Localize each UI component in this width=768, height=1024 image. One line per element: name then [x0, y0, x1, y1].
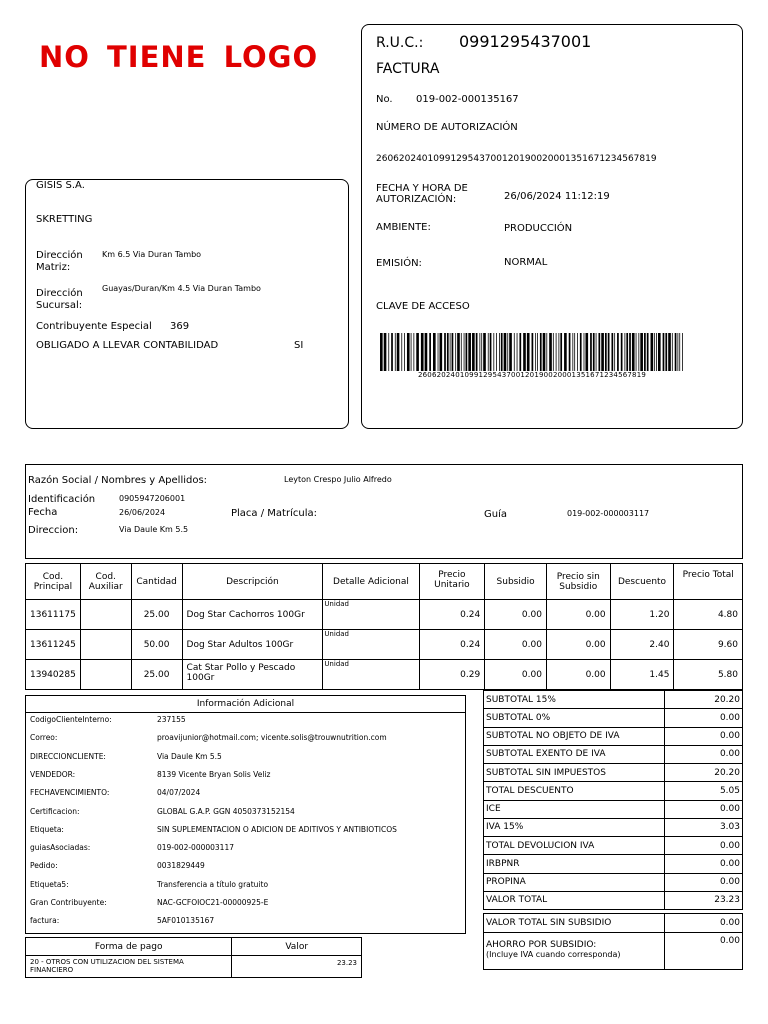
info-row-value: GLOBAL G.A.P. GGN 4050373152154 — [157, 806, 295, 816]
total-label: IRBPNR — [484, 855, 665, 873]
total-value: 20.20 — [665, 691, 743, 709]
info-row-value: 8139 Vicente Bryan Solis Veliz — [157, 769, 271, 779]
col-header-cantidad: Cantidad — [131, 564, 182, 600]
customer-address: Via Daule Km 5.5 — [119, 525, 189, 534]
barcode-bar — [397, 333, 400, 371]
item-quantity: 25.00 — [131, 660, 182, 690]
barcode-bar — [682, 333, 683, 371]
barcode-bar — [640, 333, 643, 371]
invoice-number: 019-002-000135167 — [416, 94, 519, 105]
info-row-label: DIRECCIONCLIENTE: — [30, 751, 106, 761]
barcode-bar — [617, 333, 619, 371]
total-label: SUBTOTAL SIN IMPUESTOS — [484, 764, 665, 782]
item-quantity: 25.00 — [131, 600, 182, 630]
barcode-bar — [413, 333, 414, 371]
total-value: 3.03 — [665, 818, 743, 836]
total-value: 0.00 — [665, 727, 743, 745]
issue-date: 26/06/2024 — [119, 508, 166, 517]
subsidy-savings-value: 0.00 — [665, 933, 743, 970]
info-row-label: CodigoClienteInterno: — [30, 715, 112, 724]
barcode-bar — [647, 333, 649, 371]
barcode-bar — [549, 333, 552, 371]
table-row — [484, 727, 743, 745]
item-discount: 1.20 — [610, 600, 674, 630]
additional-info-box — [25, 695, 466, 934]
item-discount: 1.45 — [610, 660, 674, 690]
access-key-text: 2606202401099129543700120190020001351671234567819 — [417, 371, 647, 379]
col-header-cod-auxiliar: Cod. Auxiliar — [80, 564, 131, 600]
barcode-bar — [537, 333, 538, 371]
barcode-bar — [509, 333, 512, 371]
barcode-bar — [421, 333, 424, 371]
barcode-bar — [450, 333, 451, 371]
barcode-bar — [601, 333, 604, 371]
barcode-bar — [665, 333, 667, 371]
barcode-bar — [654, 333, 655, 371]
total-label: SUBTOTAL EXENTO DE IVA — [484, 745, 665, 763]
info-row-label: factura: — [30, 916, 60, 926]
barcode-bar — [580, 333, 582, 371]
customer-id: 0905947206001 — [119, 494, 186, 503]
barcode-bar — [569, 333, 571, 371]
barcode-bar — [605, 333, 607, 371]
barcode-bar — [472, 333, 475, 371]
item-detail: Unidad — [323, 660, 419, 690]
info-row-label: Gran Contribuyente: — [30, 898, 107, 907]
barcode-bar — [481, 333, 482, 371]
item-subsidy: 0.00 — [485, 630, 547, 660]
total-value: 0.00 — [665, 837, 743, 855]
barcode-bar — [507, 333, 508, 371]
barcode-bar — [411, 333, 412, 371]
barcode-bar — [391, 333, 393, 371]
plate-label: Placa / Matrícula: — [231, 508, 317, 519]
item-aux-code — [80, 630, 131, 660]
info-row-value: Via Daule Km 5.5 — [157, 751, 222, 761]
authorization-label: NÚMERO DE AUTORIZACIÓN — [376, 122, 518, 133]
invoice-number-label: No. — [376, 94, 393, 105]
total-label: IVA 15% — [484, 818, 665, 836]
barcode-bar — [675, 333, 677, 371]
barcode-bar — [490, 333, 492, 371]
info-row-label: Etiqueta5: — [30, 879, 69, 889]
barcode-bar — [461, 333, 462, 371]
item-quantity: 50.00 — [131, 630, 182, 660]
barcode-bar — [560, 333, 562, 371]
payment-form: 20 - OTROS CON UTILIZACION DEL SISTEMA FINANCIERO — [26, 956, 232, 978]
total-value: 0.00 — [665, 873, 743, 891]
total-value: 0.00 — [665, 745, 743, 763]
guide-label: Guía — [484, 509, 507, 520]
barcode-bar — [644, 333, 646, 371]
barcode-bar — [572, 333, 573, 371]
total-value: 0.00 — [665, 709, 743, 727]
special-taxpayer-label: Contribuyente Especial — [36, 321, 152, 332]
barcode-bar — [416, 333, 419, 371]
access-key-barcode — [380, 333, 684, 371]
barcode-bar — [452, 333, 454, 371]
barcode-bar — [527, 333, 530, 371]
barcode-bar — [559, 333, 560, 371]
accounting-required-value: SI — [294, 340, 304, 351]
col-header-precio-total: Precio Total — [674, 564, 743, 600]
table-row — [26, 956, 362, 978]
barcode-bar — [672, 333, 673, 371]
invoice-header-box — [361, 24, 743, 429]
barcode-bar — [401, 333, 402, 371]
barcode-bar — [532, 333, 534, 371]
barcode-bar — [388, 333, 389, 371]
item-code: 13940285 — [26, 660, 81, 690]
barcode-bar — [543, 333, 546, 371]
col-header-subsidio: Subsidio — [485, 564, 547, 600]
info-row-value: SIN SUPLEMENTACION O ADICION DE ADITIVOS Y ANTIBIOTICOS — [157, 824, 397, 834]
barcode-bar — [638, 333, 639, 371]
barcode-bar — [514, 333, 515, 371]
item-subsidy: 0.00 — [485, 660, 547, 690]
matriz-address-label: Dirección Matriz: — [36, 250, 83, 273]
info-row-label: Etiqueta: — [30, 824, 64, 834]
item-detail: Unidad — [323, 630, 419, 660]
items-header-row — [26, 564, 743, 600]
authorization-number: 2606202401099129543700120190020001351671234567819 — [376, 154, 657, 164]
info-row-value: 04/07/2024 — [157, 788, 201, 798]
total-without-subsidy-value: 0.00 — [665, 914, 743, 933]
col-header-descripcion: Descripción — [182, 564, 323, 600]
barcode-bar — [590, 333, 592, 371]
barcode-bar — [438, 333, 439, 371]
table-row — [484, 764, 743, 782]
barcode-bar — [444, 333, 446, 371]
barcode-bar — [407, 333, 410, 371]
issuer-trade-name: SKRETTING — [36, 214, 93, 225]
customer-name: Leyton Crespo Julio Alfredo — [284, 475, 392, 484]
total-label: ICE — [484, 800, 665, 818]
table-row — [484, 745, 743, 763]
barcode-bar — [504, 333, 507, 371]
payment-table — [25, 937, 362, 978]
barcode-bar — [447, 333, 449, 371]
item-unit-price: 0.24 — [419, 600, 485, 630]
barcode-bar — [574, 333, 575, 371]
total-value: 20.20 — [665, 764, 743, 782]
total-label: SUBTOTAL 0% — [484, 709, 665, 727]
subsidy-savings-label: AHORRO POR SUBSIDIO: (Incluye IVA cuando corresponda) — [484, 933, 665, 970]
info-row-value: proavijunior@hotmail.com; vicente.solis@trouwnutrition.com — [157, 733, 387, 743]
total-value: 23.23 — [665, 891, 743, 909]
barcode-bar — [626, 333, 628, 371]
total-without-subsidy-label: VALOR TOTAL SIN SUBSIDIO — [484, 914, 665, 933]
barcode-bar — [611, 333, 613, 371]
info-row-label: FECHAVENCIMIENTO: — [30, 788, 110, 798]
barcode-bar — [540, 333, 542, 371]
barcode-bar — [636, 333, 637, 371]
barcode-bar — [466, 333, 468, 371]
barcode-bar — [517, 333, 518, 371]
ambiente-label: AMBIENTE: — [376, 222, 431, 233]
info-row-value: Transferencia a título gratuito — [157, 879, 269, 889]
barcode-bar — [499, 333, 500, 371]
table-row — [484, 691, 743, 709]
col-header-precio-unitario: Precio Unitario — [419, 564, 485, 600]
ruc-value: 0991295437001 — [459, 32, 592, 51]
col-header-precio-sin-subsidio: Precio sin Subsidio — [546, 564, 610, 600]
barcode-bar — [535, 333, 536, 371]
barcode-bar — [577, 333, 578, 371]
payment-value-header: Valor — [232, 938, 362, 956]
items-table — [25, 563, 743, 690]
table-row — [484, 891, 743, 909]
barcode-bar — [488, 333, 489, 371]
authorization-date: 26/06/2024 11:12:19 — [504, 191, 610, 202]
item-aux-code — [80, 660, 131, 690]
table-row — [26, 660, 743, 690]
table-row — [484, 855, 743, 873]
branch-address-label: Dirección Sucursal: — [36, 288, 83, 311]
total-label: TOTAL DESCUENTO — [484, 782, 665, 800]
barcode-bar — [593, 333, 595, 371]
table-row — [26, 630, 743, 660]
item-price-without-subsidy: 0.00 — [546, 660, 610, 690]
barcode-bar — [625, 333, 626, 371]
emision-value: NORMAL — [504, 257, 548, 268]
barcode-bar — [468, 333, 471, 371]
table-row — [484, 818, 743, 836]
special-taxpayer-value: 369 — [170, 321, 190, 332]
payment-form-header: Forma de pago — [26, 938, 232, 956]
item-unit-price: 0.24 — [419, 630, 485, 660]
barcode-bar — [404, 333, 405, 371]
info-row-value: NAC-GCFOIOC21-00000925-E — [157, 898, 269, 907]
barcode-bar — [425, 333, 428, 371]
info-row-label: Correo: — [30, 733, 58, 743]
table-row — [26, 600, 743, 630]
barcode-bar — [553, 333, 554, 371]
subsidy-table — [483, 913, 743, 970]
info-row-value: 0031829449 — [157, 861, 205, 871]
barcode-bar — [455, 333, 456, 371]
issuer-box — [25, 179, 349, 429]
item-total: 9.60 — [674, 630, 743, 660]
authorization-date-label: FECHA Y HORA DE AUTORIZACIÓN: — [376, 183, 468, 205]
barcode-bar — [501, 333, 503, 371]
item-price-without-subsidy: 0.00 — [546, 630, 610, 660]
barcode-bar — [651, 333, 654, 371]
barcode-bar — [598, 333, 600, 371]
barcode-bar — [429, 333, 431, 371]
item-description: Dog Star Adultos 100Gr — [182, 630, 323, 660]
info-row-value: 019-002-000003117 — [157, 843, 234, 853]
barcode-bar — [621, 333, 623, 371]
barcode-bar — [476, 333, 478, 371]
table-row — [484, 782, 743, 800]
item-code: 13611175 — [26, 600, 81, 630]
issue-date-label: Fecha — [28, 507, 58, 518]
barcode-bar — [457, 333, 460, 371]
barcode-bar — [585, 333, 588, 371]
barcode-bar — [614, 333, 615, 371]
item-description: Dog Star Cachorros 100Gr — [182, 600, 323, 630]
logo-placeholder: NO TIENE LOGO — [39, 40, 319, 74]
total-value: 0.00 — [665, 855, 743, 873]
item-unit-price: 0.29 — [419, 660, 485, 690]
barcode-bar — [483, 333, 486, 371]
accounting-required-label: OBLIGADO A LLEVAR CONTABILIDAD — [36, 340, 219, 351]
guide-number: 019-002-000003117 — [567, 509, 650, 518]
info-row-label: Pedido: — [30, 861, 58, 871]
payment-value: 23.23 — [232, 956, 362, 978]
barcode-bar — [564, 333, 567, 371]
col-header-descuento: Descuento — [610, 564, 674, 600]
total-label: SUBTOTAL 15% — [484, 691, 665, 709]
item-description: Cat Star Pollo y Pescado 100Gr — [182, 660, 323, 690]
table-row — [484, 933, 743, 970]
item-code: 13611245 — [26, 630, 81, 660]
total-label: SUBTOTAL NO OBJETO DE IVA — [484, 727, 665, 745]
barcode-bar — [668, 333, 671, 371]
info-row-label: VENDEDOR: — [30, 769, 76, 779]
barcode-bar — [556, 333, 557, 371]
table-row — [484, 800, 743, 818]
barcode-bar — [679, 333, 680, 371]
barcode-bar — [479, 333, 480, 371]
ambiente-value: PRODUCCIÓN — [504, 223, 573, 234]
barcode-bar — [677, 333, 678, 371]
barcode-bar — [395, 333, 396, 371]
additional-info-title: Información Adicional — [26, 696, 465, 713]
table-row — [484, 837, 743, 855]
barcode-bar — [384, 333, 387, 371]
customer-id-label: Identificación — [28, 494, 96, 505]
barcode-bar — [519, 333, 521, 371]
totals-table — [483, 690, 743, 910]
barcode-bar — [608, 333, 610, 371]
total-label: PROPINA — [484, 873, 665, 891]
emision-label: EMISIÓN: — [376, 258, 422, 269]
info-row-value: 5AF010135167 — [157, 916, 215, 926]
barcode-bar — [596, 333, 597, 371]
barcode-bar — [546, 333, 547, 371]
barcode-bar — [493, 333, 494, 371]
total-value: 0.00 — [665, 800, 743, 818]
item-total: 4.80 — [674, 600, 743, 630]
barcode-bar — [584, 333, 585, 371]
table-row — [484, 914, 743, 933]
customer-name-label: Razón Social / Nombres y Apellidos: — [28, 475, 208, 486]
issuer-name: GISIS S.A. — [36, 180, 85, 191]
barcode-bar — [656, 333, 657, 371]
item-total: 5.80 — [674, 660, 743, 690]
col-header-cod-principal: Cod. Principal — [26, 564, 81, 600]
info-row-value: 237155 — [157, 715, 186, 724]
item-price-without-subsidy: 0.00 — [546, 600, 610, 630]
barcode-bar — [433, 333, 436, 371]
barcode-bar — [523, 333, 526, 371]
total-label: VALOR TOTAL — [484, 891, 665, 909]
item-detail: Unidad — [323, 600, 419, 630]
barcode-bar — [464, 333, 465, 371]
total-label: TOTAL DEVOLUCION IVA — [484, 837, 665, 855]
matriz-address: Km 6.5 Via Duran Tambo — [102, 250, 202, 259]
table-row — [484, 873, 743, 891]
total-value: 5.05 — [665, 782, 743, 800]
access-key-label: CLAVE DE ACCESO — [376, 301, 470, 312]
branch-address: Guayas/Duran/Km 4.5 Via Duran Tambo — [102, 284, 261, 293]
barcode-bar — [663, 333, 665, 371]
document-type: FACTURA — [376, 61, 440, 77]
barcode-bar — [380, 333, 383, 371]
barcode-bar — [440, 333, 443, 371]
col-header-detalle: Detalle Adicional — [323, 564, 419, 600]
barcode-bar — [632, 333, 635, 371]
item-aux-code — [80, 600, 131, 630]
barcode-bar — [496, 333, 497, 371]
ruc-label: R.U.C.: — [376, 35, 424, 51]
info-row-label: guiasAsociadas: — [30, 843, 91, 853]
info-row-label: Certificacion: — [30, 806, 80, 816]
customer-box — [25, 464, 743, 559]
barcode-bar — [629, 333, 631, 371]
barcode-bar — [658, 333, 661, 371]
item-discount: 2.40 — [610, 630, 674, 660]
table-row — [484, 709, 743, 727]
item-subsidy: 0.00 — [485, 600, 547, 630]
customer-address-label: Direccion: — [28, 525, 79, 536]
payment-header-row — [26, 938, 362, 956]
